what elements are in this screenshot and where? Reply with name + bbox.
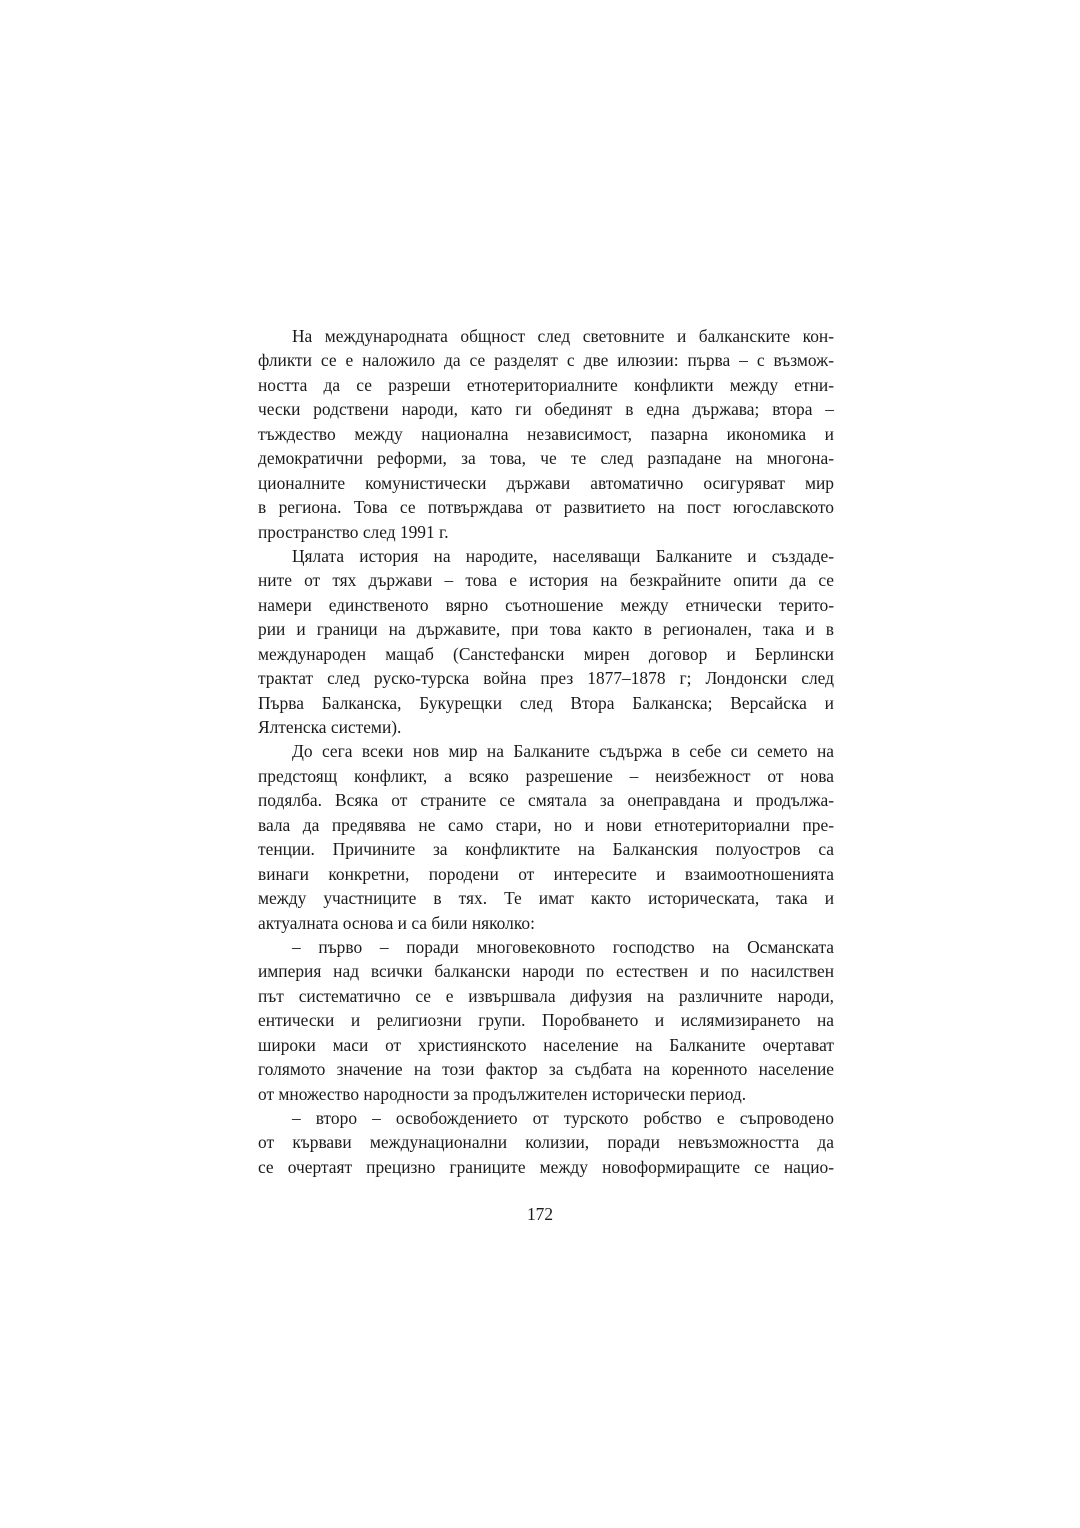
text-line: Цялата история на народите, населяващи Балканите и създаде- — [292, 545, 834, 566]
text-line: се очертаят прецизно границите между новоформиращите се нацио- — [258, 1156, 834, 1177]
text-line: винаги конкретни, породени от интересите и взаимоотношенията — [258, 863, 834, 884]
text-line: от множество народности за продължителен исторически период. — [258, 1083, 747, 1104]
text-line: До сега всеки нов мир на Балканите съдържа в себе си семето на — [292, 741, 834, 762]
text-line: чески родствени народи, като ги обединят в една държава; втора – — [258, 399, 834, 420]
text-line: империя над всички балкански народи по естествен и по насилствен — [258, 961, 834, 982]
text-line: намери единственото вярно съотношение между етнически терито- — [258, 594, 834, 615]
body-text — [258, 324, 834, 1179]
text-line: ността да се разреши етнотериториалните конфликти между етни- — [258, 374, 834, 395]
text-line: предстоящ конфликт, а всяко разрешение – неизбежност от нова — [258, 765, 834, 786]
text-line: ните от тях държави – това е история на безкрайните опити да се — [258, 570, 834, 591]
text-line: демократични реформи, за това, че те след разпадане на многона- — [258, 448, 834, 469]
text-line: пространство след 1991 г. — [258, 521, 449, 542]
text-line: актуалната основа и са били няколко: — [258, 912, 535, 933]
paragraph — [258, 324, 834, 544]
text-line: Ялтенска системи). — [258, 717, 402, 737]
text-line: – първо – поради многовековното господство на Османската — [292, 936, 834, 957]
text-line: фликти се е наложило да се разделят с две илюзии: първа – с възмож- — [258, 350, 834, 371]
text-line: тъждество между национална независимост, пазарна икономика и — [258, 423, 834, 444]
paragraph — [258, 544, 834, 740]
text-line: ционалните комунистически държави автоматично осигуряват мир — [258, 472, 834, 493]
page-number: 172 — [526, 1204, 554, 1224]
paragraph — [258, 935, 834, 1106]
text-line: широки маси от християнското население на Балканите очертават — [258, 1034, 834, 1055]
text-line: вала да предявява не само стари, но и нови етнотериториални пре- — [258, 814, 834, 835]
text-line: тенции. Причините за конфликтите на Балканския полуостров са — [258, 839, 834, 860]
text-line: На международната общност след световните и балканските кон- — [292, 326, 834, 346]
paragraph — [258, 1106, 834, 1179]
text-line: в региона. Това се потвърждава от развитието на пост югославското — [258, 497, 834, 518]
text-line: голямото значение на този фактор за съдбата на коренното население — [258, 1059, 834, 1080]
text-line: подялба. Всяка от страните се смятала за онеправдана и продължа- — [258, 790, 834, 811]
text-line: трактат след руско-турска война през 1877–1878 г; Лондонски след — [258, 668, 834, 689]
text-line: – второ – освобождението от турското робство е съпроводено — [292, 1108, 834, 1128]
paragraph — [258, 739, 834, 935]
text-line: международен мащаб (Санстефански мирен договор и Берлински — [258, 643, 834, 664]
text-line: от кървави междунационални колизии, поради невъзможността да — [258, 1132, 834, 1153]
text-line: Първа Балканска, Букурещки след Втора Балканска; Версайска и — [258, 692, 834, 713]
text-line: ентически и религиозни групи. Поробването и ислямизирането на — [258, 1010, 834, 1031]
text-line: път систематично се е извършвала дифузия на различните народи, — [258, 985, 834, 1006]
text-line: рии и граници на държавите, при това както в регионален, така и в — [258, 619, 834, 640]
text-line: между участниците в тях. Те имат както историческата, така и — [258, 888, 834, 909]
